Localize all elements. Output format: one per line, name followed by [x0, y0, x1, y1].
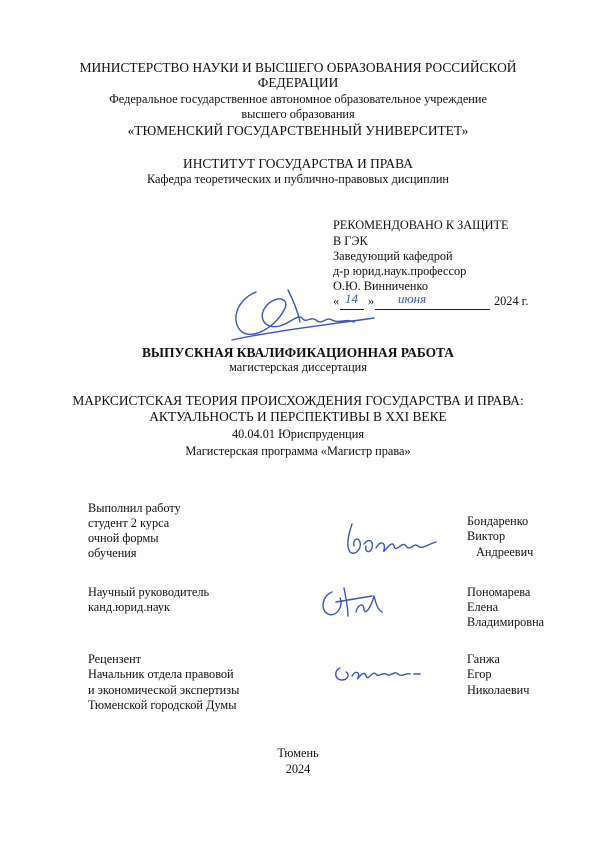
work-type: ВЫПУСКНАЯ КВАЛИФИКАЦИОННАЯ РАБОТА [142, 345, 454, 360]
student-role-1: Выполнил работу [88, 501, 181, 515]
institution-line-1: Федеральное государственное автономное образовательное учреждение [109, 92, 487, 106]
student-role-3: очной формы [88, 531, 159, 545]
reviewer-role-1: Рецензент [88, 652, 142, 666]
reviewer-name-3: Николаевич [467, 683, 530, 697]
date-month: июня [398, 291, 427, 306]
ministry-line-1: МИНИСТЕРСТВО НАУКИ И ВЫСШЕГО ОБРАЗОВАНИЯ РОССИЙСКОЙ [79, 60, 517, 75]
student-role-4: обучения [88, 546, 137, 560]
approval-line-3: Заведующий кафедрой [333, 249, 453, 263]
supervisor-name-3: Владимировна [467, 615, 545, 629]
supervisor-role-1: Научный руководитель [88, 585, 210, 599]
date-open-quote: « [333, 294, 340, 308]
supervisor-role-2: канд.юрид.наук [88, 600, 170, 614]
program-name: Магистерская программа «Магистр права» [185, 444, 411, 458]
head-of-department-signature [228, 282, 378, 342]
specialty-code: 40.04.01 Юриспруденция [232, 427, 364, 441]
date-close-quote: » [368, 294, 375, 308]
institution-line-2: высшего образования [241, 107, 355, 121]
approval-line-4: д-р юрид.наук.профессор [333, 264, 467, 278]
date-year: 2024 г. [494, 294, 529, 308]
supervisor-name-2: Елена [467, 600, 499, 614]
student-signature [342, 520, 442, 560]
approval-line-5: О.Ю. Винниченко [333, 279, 428, 293]
reviewer-name-1: Ганжа [467, 652, 500, 666]
date-day: 14 [345, 291, 358, 306]
approval-line-1: РЕКОМЕНДОВАНО К ЗАЩИТЕ [333, 218, 509, 232]
university-name: «ТЮМЕНСКИЙ ГОСУДАРСТВЕННЫЙ УНИВЕРСИТЕТ» [127, 123, 469, 138]
department-name: Кафедра теоретических и публично-правовых дисциплин [146, 172, 449, 186]
student-name-1: Бондаренко [467, 514, 529, 528]
reviewer-name-2: Егор [467, 667, 492, 681]
footer-year: 2024 [285, 762, 311, 776]
supervisor-name-1: Пономарева [467, 585, 531, 599]
supervisor-signature [318, 584, 388, 620]
ministry-line-2: ФЕДЕРАЦИИ [257, 75, 339, 90]
student-name-2: Виктор [467, 529, 506, 543]
reviewer-signature [330, 658, 426, 688]
student-name-3: Андреевич [476, 545, 534, 559]
date-month-underline [375, 309, 490, 310]
reviewer-role-4: Тюменской городской Думы [88, 698, 237, 712]
approval-line-2: В ГЭК [333, 234, 368, 248]
city: Тюмень [277, 746, 319, 760]
work-subtype: магистерская диссертация [229, 360, 367, 374]
reviewer-role-2: Начальник отдела правовой [88, 667, 234, 681]
thesis-title-line-2: АКТУАЛЬНОСТЬ И ПЕРСПЕКТИВЫ В XXI ВЕКЕ [149, 409, 447, 424]
thesis-title-line-1: МАРКСИСТСКАЯ ТЕОРИЯ ПРОИСХОЖДЕНИЯ ГОСУДАРСТВА И ПРАВА: [72, 393, 524, 408]
student-role-2: студент 2 курса [88, 516, 170, 530]
institute-name: ИНСТИТУТ ГОСУДАРСТВА И ПРАВА [183, 156, 413, 171]
reviewer-role-3: и экономической экспертизы [88, 683, 240, 697]
